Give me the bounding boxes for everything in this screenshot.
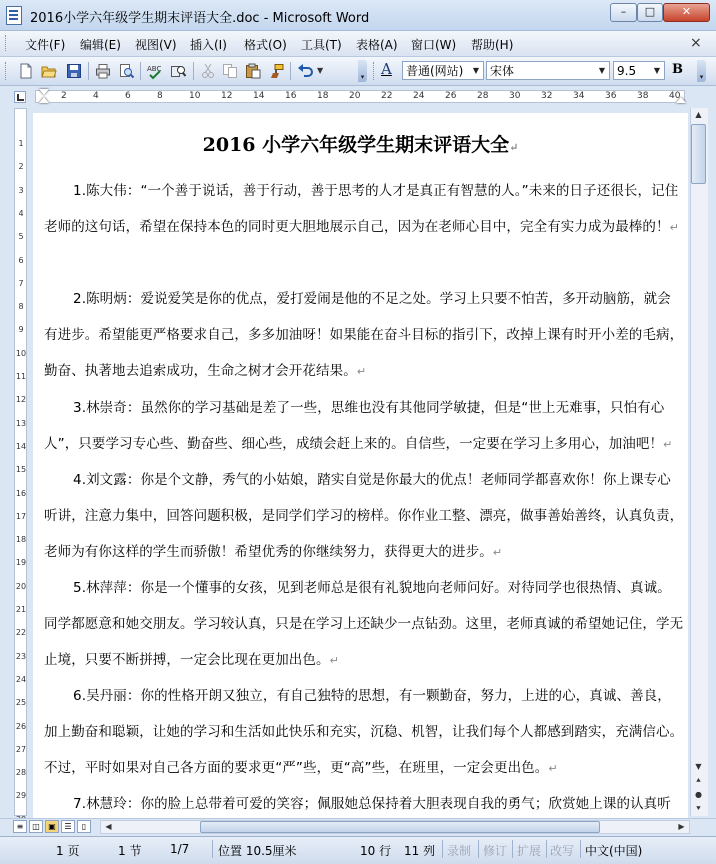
paste-icon[interactable]: [245, 63, 261, 79]
toolbar-separator: [140, 62, 141, 80]
normal-view-icon[interactable]: ≡: [13, 820, 27, 833]
ruler-tick-label: 7: [18, 278, 24, 288]
paragraph[interactable]: [44, 390, 684, 463]
ruler-tick-label: 5: [18, 232, 24, 242]
research-icon[interactable]: [170, 63, 186, 79]
ruler-tick-label: 10: [15, 348, 27, 358]
ruler-tick-label: 20: [15, 581, 27, 591]
status-ovr[interactable]: 改写: [550, 844, 575, 858]
cut-icon[interactable]: [200, 63, 216, 79]
paragraph-text: 4.刘文露：你是个文静，秀气的小姑娘，踏实自觉是你最大的优点！老师同学都喜欢你！你上课专心听讲，注意力集中，回答问题积极，是同学们学习的榜样。你作业工整、漂亮，做事善始善终，认真负责，老师为有你这样的学生而骄傲！希望优秀的你继续努力，获得更大的进步。: [44, 472, 684, 560]
copy-icon[interactable]: [222, 63, 238, 79]
svg-text:ABC: ABC: [147, 65, 162, 73]
ruler-tick-label: 24: [413, 91, 425, 101]
document-page[interactable]: [33, 113, 688, 819]
ruler-tick-label: 32: [541, 91, 553, 101]
status-page-of: 1/7: [170, 842, 190, 856]
next-page-icon[interactable]: ⯆: [695, 804, 702, 813]
status-separator: [478, 840, 479, 858]
ruler-tick-label: 18: [15, 535, 27, 545]
word-doc-icon[interactable]: [6, 6, 22, 25]
menu-help[interactable]: 帮助(H): [471, 38, 514, 52]
paragraph-text: 2.陈明炳：爱说爱笑是你的优点，爱打爱闹是他的不足之处。学习上只要不怕苦，多开动脑筋，就会有进步。希望能更严格要求自己，多多加油呀！如果能在奋斗目标的指引下，改掉上课有时开小差的毛病，勤奋、执著地去追索成功，生命之树才会开花结果。: [44, 291, 684, 379]
ruler-tick-label: 6: [18, 255, 24, 265]
ruler-tick-label: 27: [15, 744, 27, 754]
status-separator: [512, 840, 513, 858]
ruler-tick-label: 22: [15, 628, 27, 638]
scroll-up-icon[interactable]: ▲: [695, 110, 702, 119]
status-line: 10 行: [360, 844, 392, 858]
formatting-toolbar-grip: [373, 62, 377, 80]
ruler-tick-label: 23: [15, 651, 27, 661]
ruler-tick-label: 3: [18, 185, 24, 195]
ruler-tick-label: 38: [637, 91, 649, 101]
ruler-tick-label: 25: [15, 698, 27, 708]
toolbar-grip[interactable]: [5, 62, 9, 80]
menu-window[interactable]: 窗口(W): [411, 38, 457, 52]
ruler-tick-label: 8: [18, 302, 24, 312]
styles-and-formatting-icon[interactable]: A: [381, 60, 392, 78]
menu-insert[interactable]: 插入(I): [190, 38, 227, 52]
status-ext[interactable]: 扩展: [517, 844, 542, 858]
scroll-left-icon[interactable]: ◀: [105, 822, 112, 831]
font-value: 宋体: [490, 64, 515, 78]
ruler-tick-label: 14: [253, 91, 265, 101]
menu-tools[interactable]: 工具(T): [301, 38, 342, 52]
ruler-tick-label: 13: [15, 418, 27, 428]
close-button[interactable]: ✕: [663, 3, 710, 22]
font-size-combo[interactable]: [613, 61, 665, 80]
status-separator: [580, 840, 581, 858]
menu-format[interactable]: 格式(O): [244, 38, 287, 52]
ruler-tick-label: 28: [15, 768, 27, 778]
open-icon[interactable]: [41, 63, 57, 79]
ruler-tick-label: 21: [15, 605, 27, 614]
menu-file[interactable]: 文件(F): [25, 38, 66, 52]
ruler-tick-label: 22: [381, 91, 393, 101]
ruler-tick-label: 34: [573, 91, 585, 101]
scroll-down-icon[interactable]: ▼: [695, 762, 702, 771]
font-combo[interactable]: [486, 61, 610, 80]
document-title-text: 2016 小学六年级学生期末评语大全: [202, 134, 510, 156]
horizontal-ruler-scale: [35, 90, 685, 103]
status-page: 1 页: [56, 844, 80, 858]
status-position: 位置 10.5厘米: [218, 844, 297, 858]
paragraph-mark: ↵: [509, 141, 519, 154]
status-language: 中文(中国): [585, 844, 643, 858]
ruler-tick-label: 2: [61, 91, 67, 101]
ruler-tick-label: 4: [18, 208, 24, 218]
window-title: 2016小学六年级学生期末评语大全.doc - Microsoft Word: [30, 11, 370, 26]
select-browse-object-icon[interactable]: ●: [695, 790, 702, 799]
previous-page-icon[interactable]: ⯅: [695, 776, 702, 785]
horizontal-scroll-thumb[interactable]: [200, 821, 600, 833]
ruler-tick-label: 18: [317, 91, 329, 101]
ruler-tick-label: 10: [189, 91, 201, 101]
menu-view[interactable]: 视图(V): [135, 38, 177, 52]
vertical-scrollbar[interactable]: [690, 108, 708, 816]
menu-edit[interactable]: 编辑(E): [80, 38, 121, 52]
ruler-tick-label: 30: [509, 91, 521, 101]
spelling-icon[interactable]: [147, 63, 163, 79]
paragraph-mark: ↵: [492, 546, 503, 559]
paragraph[interactable]: [44, 786, 684, 822]
paragraph-text: 3.林崇奇：虽然你的学习基础是差了一些，思维也没有其他同学敏捷，但是“世上无难事，只怕有心人”，只要学习专心些、勤奋些、细心些，成绩会赶上来的。自信些，一定要在学习上多用心，加油吧！: [44, 400, 665, 452]
status-section: 1 节: [118, 844, 142, 858]
web-layout-view-icon[interactable]: ◫: [29, 820, 43, 833]
status-column: 11 列: [404, 844, 436, 858]
ruler-tick-label: 15: [15, 465, 27, 475]
ruler-tick-label: 4: [93, 91, 99, 101]
paragraph-mark: ↵: [548, 762, 558, 775]
paragraph-mark: ↵: [663, 438, 673, 451]
vertical-ruler[interactable]: [14, 108, 27, 816]
ruler-tick-label: 29: [15, 791, 27, 801]
tab-selector-icon[interactable]: [14, 91, 26, 103]
scroll-right-icon[interactable]: ▶: [678, 822, 685, 831]
ruler-tick-label: 40: [669, 91, 681, 101]
paragraph-text: 1.陈大伟：“一个善于说话，善于行动，善于思考的人才是真正有智慧的人。”未来的日子还很长，记住老师的这句话，希望在保持本色的同时更大胆地展示自己，因为在老师心目中，完全有实力成为最棒的！: [44, 183, 679, 235]
ruler-tick-label: 12: [15, 395, 27, 405]
print-icon[interactable]: [95, 63, 111, 79]
chevron-down-icon[interactable]: ▼: [598, 66, 606, 75]
save-icon[interactable]: [66, 63, 82, 79]
ruler-tick-label: 26: [445, 91, 457, 101]
status-separator: [442, 840, 443, 858]
ruler-tick-label: 6: [125, 91, 131, 101]
document-close-button[interactable]: ×: [690, 35, 702, 51]
style-combo[interactable]: [402, 61, 484, 80]
ruler-tick-label: 20: [349, 91, 361, 101]
ruler-tick-label: 12: [221, 91, 233, 101]
paragraph[interactable]: [44, 678, 684, 787]
toolbar-options-chevron-icon[interactable]: ▾: [358, 60, 367, 82]
menu-grip[interactable]: [5, 35, 9, 51]
maximize-button[interactable]: □: [637, 3, 663, 22]
paragraph-mark: ↵: [669, 221, 679, 234]
ruler-tick-label: 26: [15, 721, 27, 731]
paragraph-text: 5.林萍萍：你是一个懂事的女孩，见到老师总是很有礼貌地向老师问好。对待同学也很热情、真诚。同学都愿意和她交朋友。学习较认真，只是在学习上还缺少一点钻劲。这里，老师真诚的希望她记住，学无止境，只要不断拼搏，一定会比现在更加出色。: [44, 580, 684, 668]
paragraph[interactable]: [44, 173, 684, 246]
ruler-tick-label: 16: [285, 91, 297, 101]
undo-icon[interactable]: [297, 63, 313, 79]
status-rec[interactable]: 录制: [447, 844, 472, 858]
outline-view-icon[interactable]: ☰: [61, 820, 75, 833]
chevron-down-icon[interactable]: ▼: [653, 66, 661, 75]
toolbar-separator: [290, 62, 291, 80]
menu-table[interactable]: 表格(A): [356, 38, 398, 52]
ruler-tick-label: 36: [605, 91, 617, 101]
ruler-tick-label: 1: [18, 139, 24, 148]
ruler-tick-label: 2: [18, 162, 24, 172]
status-separator: [546, 840, 547, 858]
status-separator: [212, 840, 213, 858]
toolbar-separator: [193, 62, 194, 80]
document-title: [33, 130, 688, 157]
toolbar-separator: [88, 62, 89, 80]
ruler-tick-label: 9: [18, 325, 24, 335]
paragraph-text: 6.吴丹丽：你的性格开朗又独立，有自己独特的思想，有一颗勤奋，努力，上进的心，真诚、善良，加上勤奋和聪颖，让她的学习和生活如此快乐和充实，沉稳、机智，让我们每个人都感到踏实，充满信心。不过，平时如果对自己各方面的要求更“严”些，更“高”些，在班里，一定会更出色。: [44, 688, 684, 776]
bold-button[interactable]: B: [672, 62, 683, 77]
print-layout-view-icon[interactable]: ▣: [45, 820, 59, 833]
ruler-tick-label: 16: [15, 488, 27, 498]
minimize-button[interactable]: –: [610, 3, 637, 22]
paragraph-text: 7.林慧玲：你的脸上总带着可爱的笑容；佩服她总保持着大胆表现自我的勇气；欣赏她上课的认真听: [73, 796, 671, 812]
undo-dropdown-icon[interactable]: ▼: [317, 66, 324, 75]
paragraph[interactable]: [44, 570, 684, 679]
ruler-tick-label: 17: [15, 511, 27, 521]
ruler-tick-label: 19: [15, 558, 27, 568]
print-preview-icon[interactable]: [118, 63, 134, 79]
ruler-tick-label: 28: [477, 91, 489, 101]
new-doc-icon[interactable]: [18, 63, 34, 79]
ruler-tick-label: 8: [157, 91, 163, 101]
paragraph-mark: ↵: [329, 654, 339, 667]
ruler-tick-label: 14: [15, 441, 27, 451]
chevron-down-icon[interactable]: ▼: [472, 66, 480, 75]
style-value: 普通(网站): [406, 64, 464, 78]
toolbar-options-chevron-icon[interactable]: ▾: [697, 60, 706, 82]
format-painter-icon[interactable]: [268, 63, 284, 79]
reading-layout-view-icon[interactable]: ▯: [77, 820, 91, 833]
status-trk[interactable]: 修订: [483, 844, 508, 858]
ruler-tick-label: 11: [15, 372, 27, 381]
paragraph[interactable]: [44, 462, 684, 571]
paragraph-mark: ↵: [356, 365, 367, 378]
paragraph[interactable]: [44, 281, 684, 390]
ruler-tick-label: 24: [15, 674, 27, 684]
vertical-scroll-thumb[interactable]: [691, 124, 706, 184]
font-size-value: 9.5: [617, 64, 637, 78]
